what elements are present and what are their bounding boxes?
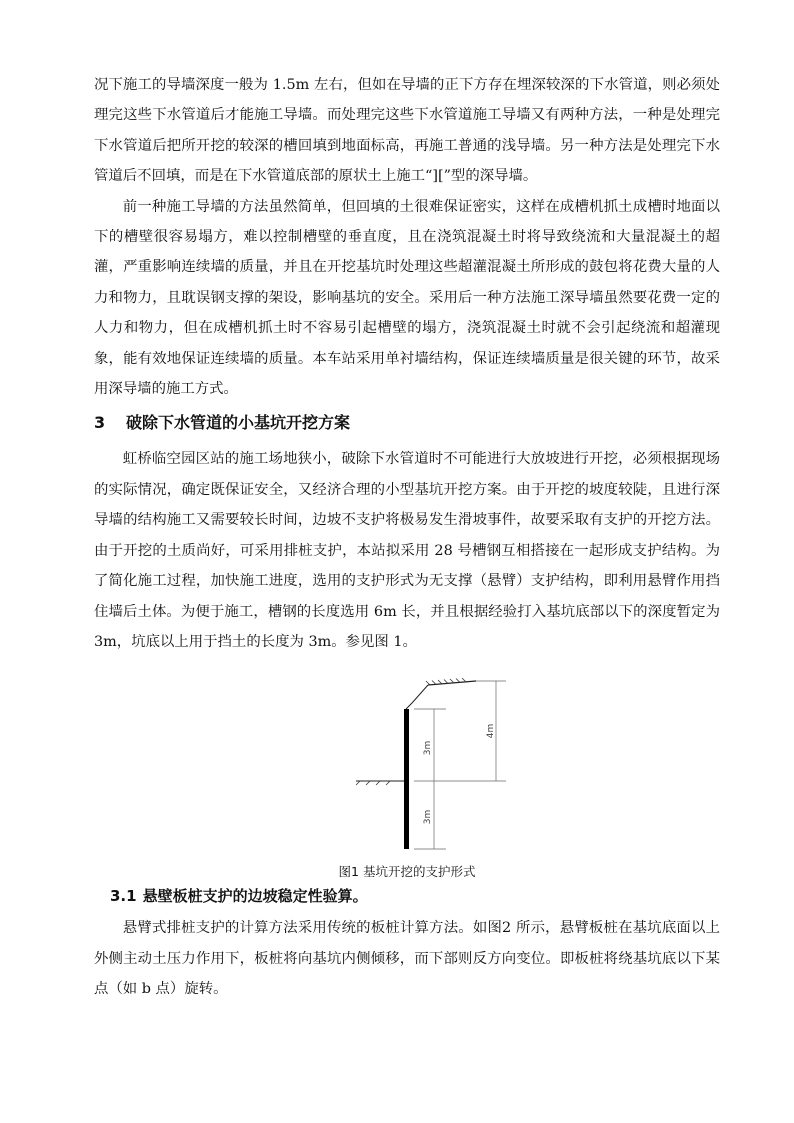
sheet-pile-wall [404,709,409,849]
figure-1 [94,669,720,881]
section-3-heading [94,406,720,440]
document-page [94,70,720,1005]
figure-1-caption: 图1 基坑开挖的支护形式 [338,864,476,880]
section-3-1-title: 悬壁板桩支护的边坡稳定性验算。 [142,887,368,906]
paragraph-guide-wall-methods: 前一种施工导墙的方法虽然简单，但回填的土很难保证密实，这样在成槽机抓土成槽时地面以下的槽壁很容易塌方，难以控制槽壁的垂直度，且在浇筑混凝土时将导致绕流和大量混凝土的超灌，严重影响连续墙的质量，并且在开挖基坑时处理这些超灌混凝土所形成的鼓包将花费大量的人力和物力，且耽误钢支撑的架设，影响基坑的安全。采用后一种方法施工深导墙虽然要花费一定的人力和物力，但在成槽机抓土时不容易引起槽壁的塌方，浇筑混凝土时就不会引起绕流和超灌现象，能有效地保证连续墙的质量。本车站采用单衬墙结构，保证连续墙质量是很关键的环节，故采用深导墙的施工方式。 [94,198,720,398]
pit-bottom-hatch [356,781,390,785]
section-3-number: 3 [94,413,106,433]
section-3-title: 破除下水管道的小基坑开挖方案 [126,413,351,433]
figure-1-diagram [94,669,720,859]
paragraph-cantilever-calculation: 悬臂式排桩支护的计算方法采用传统的板桩计算方法。如图2 所示，悬臂板桩在基坑底面以上外侧主动土压力作用下，板桩将向基坑内侧倾移，而下部则反方向变位。即板桩将绕基坑底以下某点（如 b 点）旋转。 [94,920,720,998]
dimension-total [446,681,506,781]
section-3-1-heading [110,881,720,911]
ground-surface-line [428,681,476,685]
dimension-lower-label: 3m [423,810,433,825]
paragraph-small-pit-plan: 虹桥临空园区站的施工场地狭小，破除下水管道时不可能进行大放坡进行开挖，必须根据现场的实际情况，确定既保证安全，又经济合理的小型基坑开挖方案。由于开挖的坡度较陡，且进行深导墙的结构施工又需要较长时间，边坡不支护将极易发生滑坡事件，故要采取有支护的开挖方法。由于开挖的土质尚好，可采用排桩支护，本站拟采用 28 号槽钢互相搭接在一起形成支护结构。为了简化施工过程，加快施工进度，选用的支护形式为无支撑（悬臂）支护结构，即利用悬臂作用挡住墙后土体。为便于施工，槽钢的长度选用 6m 长，并且根据经验打入基坑底部以下的深度暂定为 3m，坑底以上用于挡土的长度为 3m。参见图 1。 [94,451,720,650]
section-3-1-number: 3.1 [110,887,137,906]
dimension-upper-label: 3m [423,741,433,756]
dimension-total-label: 4m [486,724,496,739]
slope-line [406,685,428,709]
paragraph-guide-wall-depth: 况下施工的导墙深度一般为 1.5m 左右，但如在导墙的正下方存在埋深较深的下水管道，则必须处理完这些下水管道后才能施工导墙。而处理完这些下水管道施工导墙又有两种方法，一种是处理完下水管道后把所开挖的较深的槽回填到地面标高，再施工普通的浅导墙。另一种方法是处理完下水管道后不回填，而是在下水管道底部的原状土上施工“][”型的深导墙。 [94,77,720,185]
